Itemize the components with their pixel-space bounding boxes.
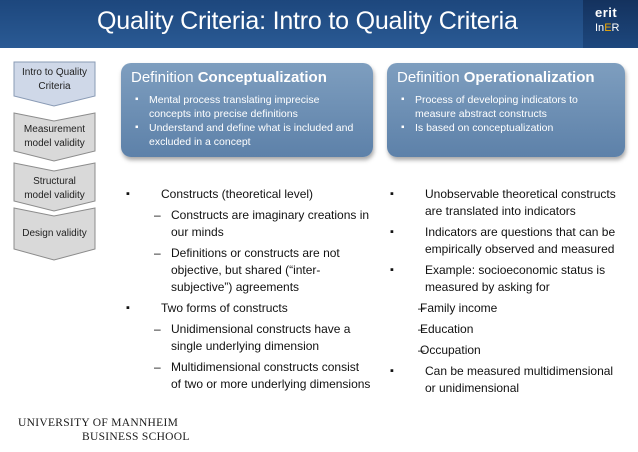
logo-text-bottom: InER [595, 22, 620, 34]
nav-item-measurement[interactable] [13, 112, 96, 162]
logo-text-top: erit [595, 5, 618, 20]
nav-label: Structural model validity [24, 176, 85, 201]
bullet: ▪ Constructs (theoretical level) [126, 186, 372, 203]
nav-item-structural[interactable] [13, 162, 96, 212]
box-bullet: ▪ Is based on conceptualization [401, 121, 613, 135]
bullet: ▪ Unobservable theoretical constructs are translated into indicators [390, 186, 622, 220]
box-bullets [135, 93, 361, 149]
bullet: ▪ Two forms of constructs [126, 300, 372, 317]
box-bullet: ▪ Process of developing indicators to measure abstract constructs [401, 93, 613, 121]
sub-bullet: – Unidimensional constructs have a single underlying dimension [126, 321, 372, 355]
sub-bullet: – Occupation [390, 342, 622, 359]
box-bullet: ▪ Mental process translating imprecise concepts into precise definitions [135, 93, 361, 121]
nav-label: Measurement model validity [23, 124, 86, 149]
nav-item-design[interactable] [13, 207, 96, 261]
nav-label: Intro to Quality Criteria [21, 67, 88, 92]
operationalization-box [387, 63, 625, 157]
sub-bullet: – Family income [390, 300, 622, 317]
university-logo-line1: UNIVERSITY OF MANNHEIM [18, 417, 179, 429]
sub-bullet: – Definitions or constructs are not objective, but shared (“inter-subjective”) agreements [126, 245, 372, 296]
right-content [390, 186, 622, 397]
nav-label: Design validity [22, 228, 87, 239]
university-logo-line2: BUSINESS SCHOOL [82, 431, 190, 443]
sub-bullet: – Multidimensional constructs consist of two or more underlying dimensions [126, 359, 372, 393]
bullet: ▪ Indicators are questions that can be empirically observed and measured [390, 224, 622, 258]
nav-item-intro[interactable] [13, 61, 96, 107]
sub-bullet: – Education [390, 321, 622, 338]
left-content [126, 186, 372, 393]
sub-bullet: – Constructs are imaginary creations in our minds [126, 207, 372, 241]
box-title: Definition Conceptualization [131, 69, 327, 86]
slide-title: Quality Criteria: Intro to Quality Criteria [97, 7, 518, 35]
bullet: ▪ Can be measured multidimensional or unidimensional [390, 363, 622, 397]
conceptualization-box [121, 63, 373, 157]
bullet: ▪ Example: socioeconomic status is measured by asking for [390, 262, 622, 296]
box-bullets [401, 93, 613, 135]
box-title: Definition Operationalization [397, 69, 595, 86]
box-bullet: ▪ Understand and define what is included and excluded in a concept [135, 121, 361, 149]
